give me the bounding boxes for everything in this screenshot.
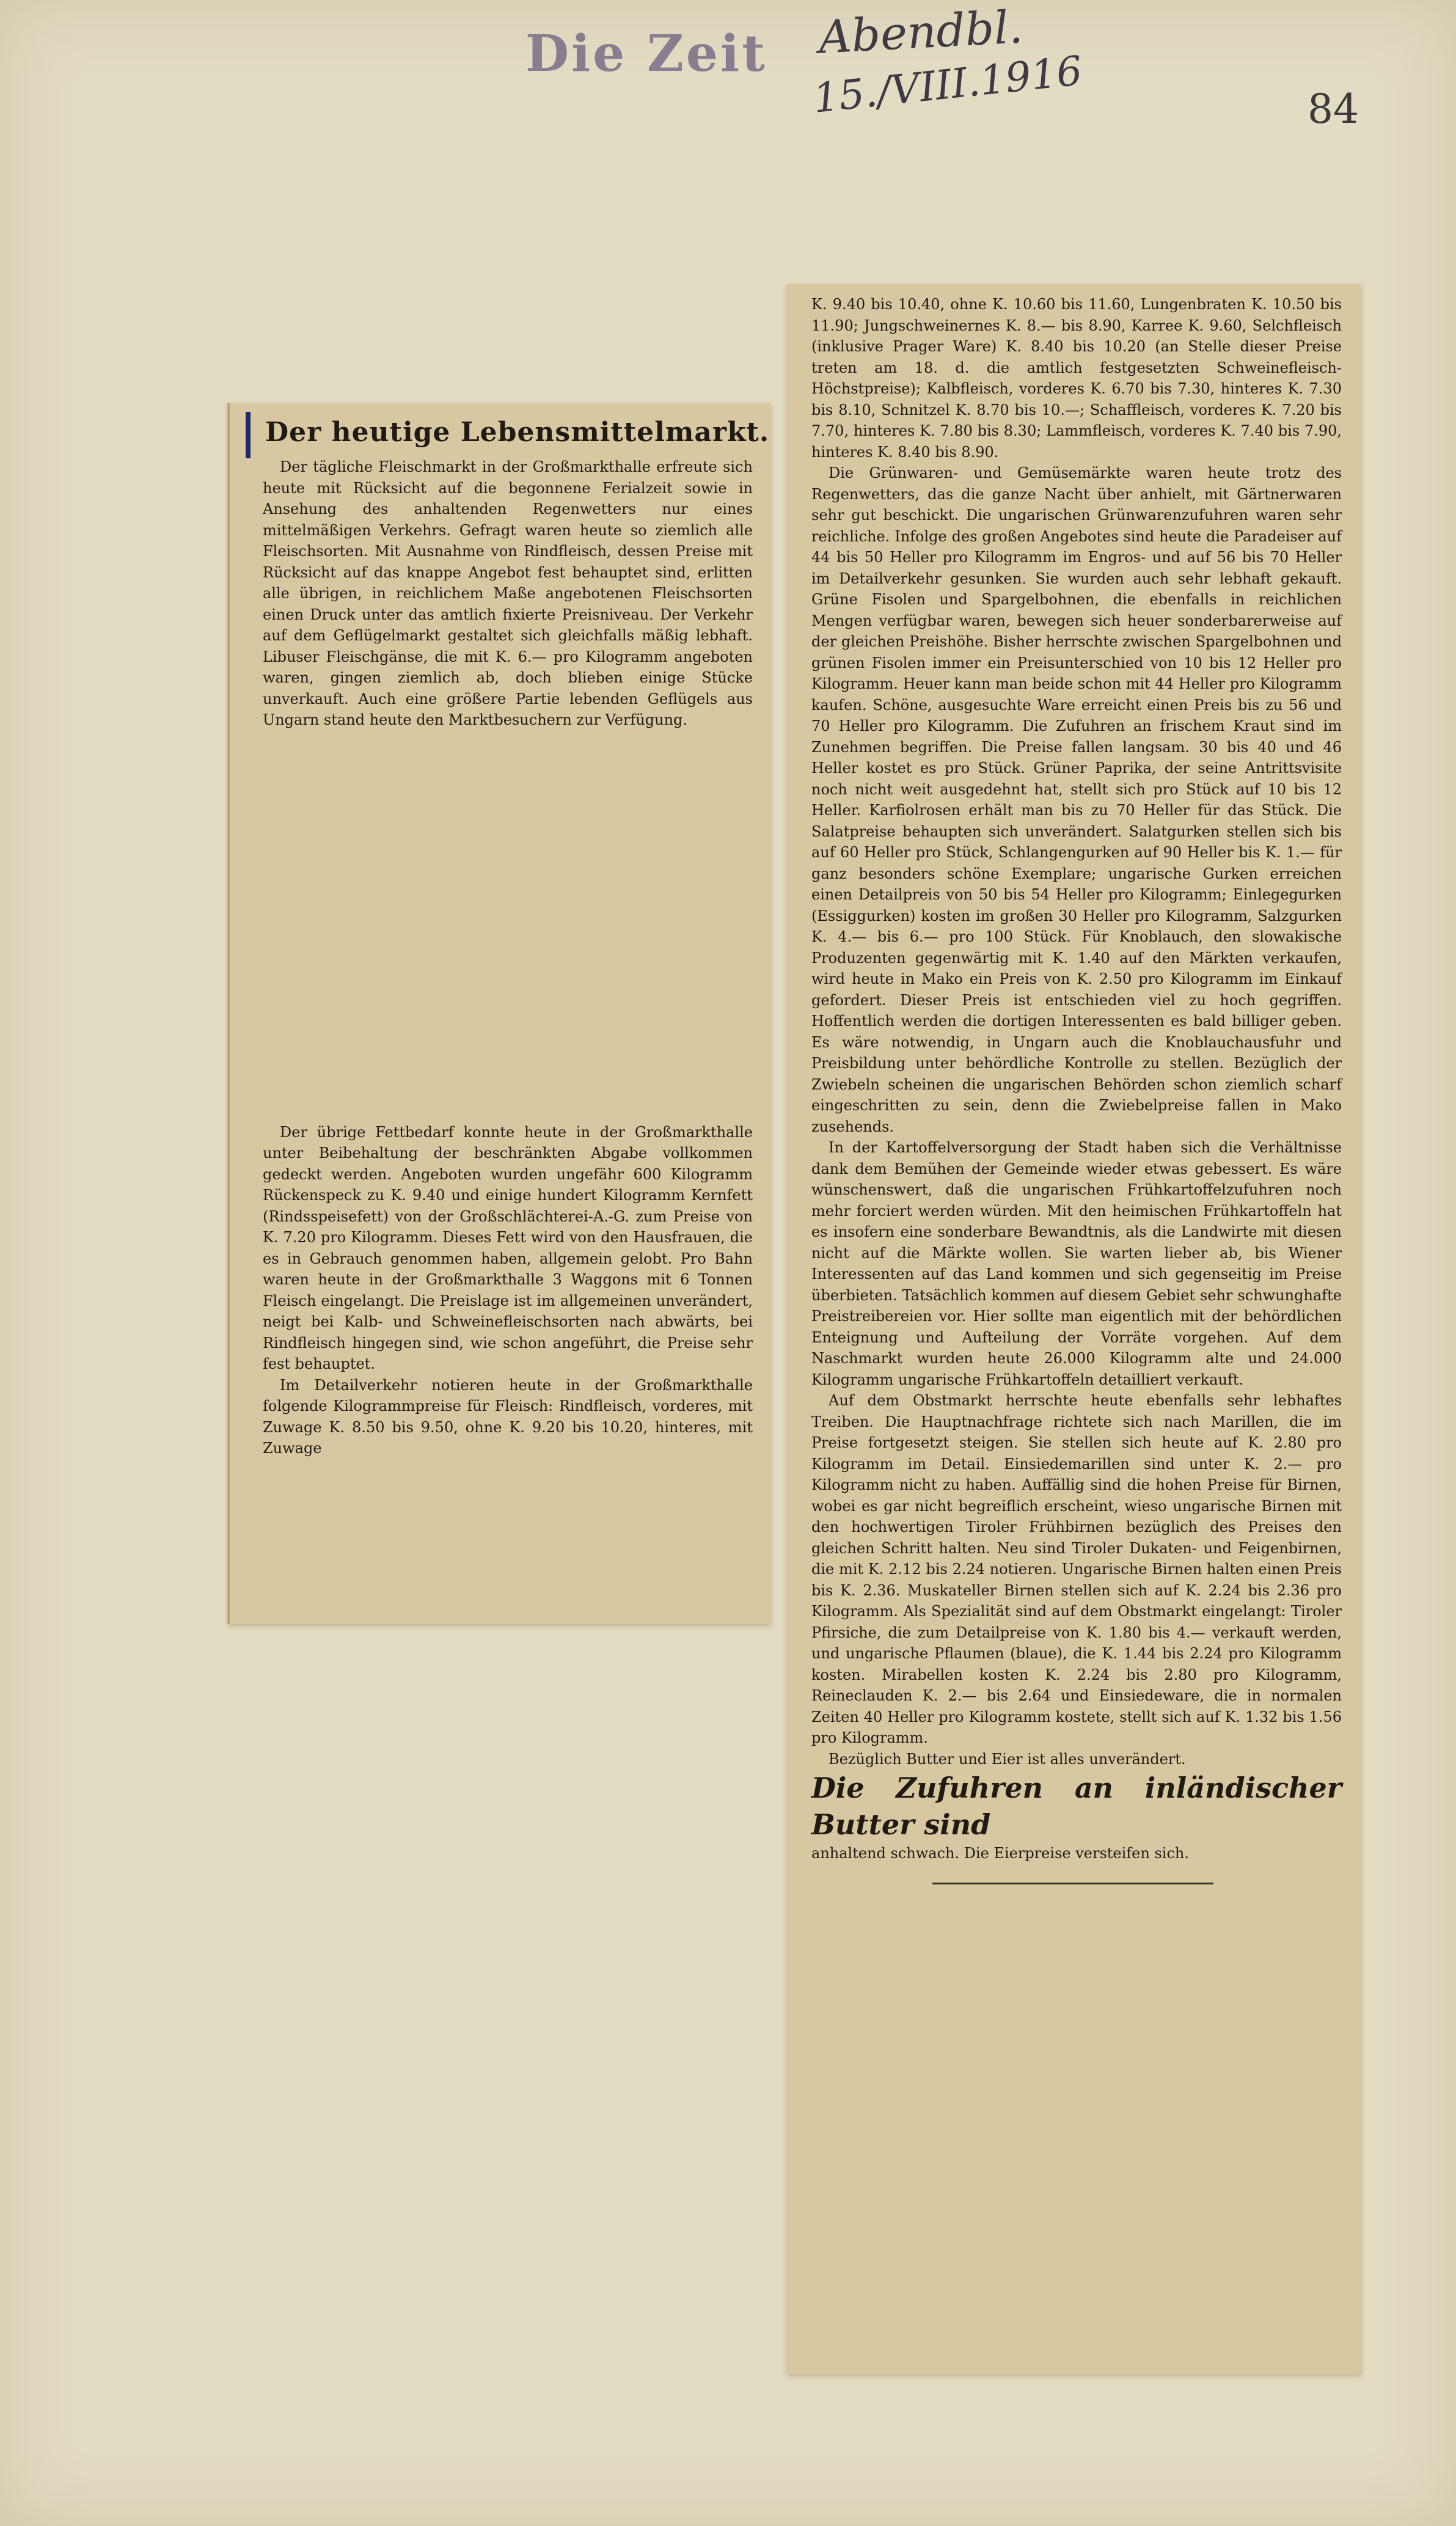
closing-tail-line: anhaltend schwach. Die Eierpreise versteifen sich. bbox=[811, 1845, 1189, 1862]
paragraph-potato-supply: In der Kartoffelversorgung der Stadt haben sich die Verhältnisse dank dem Bemühen der Gemeinde wieder etwas gebessert. Es wäre wünschenswert, daß die ungarischen Frühkartoffelzufuhren noch mehr forciert werden würden. Mit den heimischen Frühkartoffeln hat es insofern eine sonderbare Bewandtnis, als die Landwirte mit diesen nicht auf die Märkte wollen. Sie warten lieber ab, bis Wiener Interessenten auf das Land kommen und sich gegenseitig im Preise überbieten. Tatsächlich kommen auf diesem Gebiet sehr schwunghafte Preistreibereien vor. Hier sollte man eigentlich mit der behördlichen Enteignung und Aufteilung der Vorräte vorgehen. Auf dem Naschmarkt wurden heute 26.000 Kilogramm alte und 24.000 Kilogramm ungarische Frühkartoffeln detailliert verkauft. bbox=[811, 1139, 1342, 1388]
paragraph-detail-prices: Im Detailverkehr notieren heute in der Großmarkthalle folgende Kilogrammpreise für Fleisch: Rindfleisch, vorderes, mit Zuwage K. 8.50 bis 9.50, ohne K. 9.20 bis 10.20, hinteres, mit Zuwage bbox=[263, 1376, 753, 1457]
paragraph-vegetable-market: Die Grünwaren- und Gemüsemärkte waren heute trotz des Regenwetters, das die ganze Nacht über anhielt, mit Gärtnerwaren sehr gut beschickt. Die ungarischen Grünwarenzufuhren waren sehr reichliche. Infolge des großen Angebotes sind heute die Paradeiser auf 44 bis 50 Heller pro Kilogramm im Engros- und auf 56 bis 70 Heller im Detailverkehr gesunken. Sie wurden auch sehr lebhaft gekauft. Grüne Fisolen und Spargelbohnen, die ebenfalls in reichlichen Mengen verfügbar waren, bewegen sich heuer sonderbarerweise auf der gleichen Preishöhe. Bisher herrschte zwischen Spargelbohnen und grünen Fisolen immer ein Preisunterschied von 10 bis 12 Heller pro Kilogramm. Heuer kann man beide schon mit 44 Heller pro Kilogramm kaufen. Schöne, ausgesuchte Ware erreicht einen Preis bis zu 56 und 70 Heller pro Kilogramm. Die Zufuhren an frischem Kraut sind im Zunehmen begriffen. Die Preise fallen langsam. 30 bis 40 und 46 Heller kostet es pro Stück. Grüner Paprika, der seine Antrittsvisite noch nicht weit ausgedehnt hat, stellt sich pro Stück auf 10 bis 12 Heller. Karfiolrosen erhält man bis zu 70 Heller für das Stück. Die Salatpreise behaupten sich unverändert. Salatgurken stellen sich bis auf 60 Heller pro Stück, Schlangengurken auf 90 Heller bis K. 1.— für ganz besonders schöne Exemplare; ungarische Gurken erreichen einen Detailpreis von 50 bis 54 Heller pro Kilogramm; Einlegegurken (Essiggurken) kosten im großen 30 Heller pro Kilogramm, Salzgurken K. 4.— bis 6.— pro 100 Stück. Für Knoblauch, den slowakische Produzenten gegenwärtig mit K. 1.40 auf den Märkten verkaufen, wird heute in Mako ein Preis von K. 2.50 pro Kilogramm im Einkauf gefordert. Dieser Preis ist entschieden viel zu hoch gegriffen. Hoffentlich werden die dortigen Interessenten es bald billiger geben. Es wäre notwendig, in Ungarn auch die Knoblauchausfuhr und Preisbildung unter behördliche Kontrolle zu stellen. Bezüglich der Zwiebeln scheinen die ungarischen Behörden schon ziemlich scharf eingeschritten zu sein, denn die Zwiebelpreise fallen in Mako zusehends. bbox=[811, 464, 1342, 1135]
clipping-right-column bbox=[786, 284, 1360, 2374]
paragraph-meat-prices-cont: K. 9.40 bis 10.40, ohne K. 10.60 bis 11.60, Lungenbraten K. 10.50 bis 11.90; Jungschweinernes K. 8.— bis 8.90, Karree K. 9.60, Selchfleisch (inklusive Prager Ware) K. 8.40 bis 10.20 (an Stelle dieser Preise treten am 18. d. die amtlich festgesetzten Schweinefleisch-Höchstpreise); Kalbfleisch, vorderes K. 6.70 bis 7.30, hinteres K. 7.30 bis 8.10, Schnitzel K. 8.70 bis 10.—; Schaffleisch, vorderes K. 7.20 bis 7.70, hinteres K. 7.80 bis 8.30; Lammfleisch, vorderes K. 7.40 bis 7.90, hinteres K. 8.40 bis 8.90. bbox=[811, 296, 1342, 461]
handwritten-date: 15./VIII.1916 bbox=[811, 47, 1085, 122]
article-headline: Der heutige Lebensmittelmarkt. bbox=[265, 417, 770, 448]
clipping-left-column bbox=[227, 403, 770, 1624]
handwritten-edition: Abendbl. bbox=[817, 1, 1025, 64]
paragraph-fat-supply: Der übrige Fettbedarf konnte heute in der Großmarkthalle unter Beibehaltung der beschränkten Abgabe vollkommen gedeckt werden. Angeboten wurden ungefähr 600 Kilogramm Rückenspeck zu K. 9.40 und einige hundert Kilogramm Kernfett (Rindsspeisefett) von der Großschlächterei-A.-G. zum Preise von K. 7.20 pro Kilogramm. Dieses Fett wird von den Hausfrauen, die es in Gebrauch genommen haben, allgemein gelobt. Pro Bahn waren heute in der Großmarkthalle 3 Waggons mit 6 Tonnen Fleisch eingelangt. Die Preislage ist im allgemeinen unverändert, neigt bei Kalb- und Schweinefleischsorten nach abwärts, bei Rindfleisch hingegen sind, wie schon angeführt, die Preise sehr fest behauptet. bbox=[263, 1123, 753, 1372]
paragraph-butter-eggs: Bezüglich Butter und Eier ist alles unverändert. bbox=[829, 1750, 1186, 1768]
end-rule bbox=[932, 1883, 1213, 1884]
page-number: 84 bbox=[1308, 86, 1359, 133]
blank-area bbox=[230, 731, 770, 1122]
newspaper-stamp: Die Zeit bbox=[525, 24, 768, 83]
paragraph-meat-market: Der tägliche Fleischmarkt in der Großmarkthalle erfreute sich heute mit Rücksicht auf die begonnene Ferialzeit sowie in Ansehung des anhaltenden Regenwetters nur eines mittelmäßigen Verkehrs. Gefragt waren heute so ziemlich alle Fleischsorten. Mit Ausnahme von Rindfleisch, dessen Preise mit Rücksicht auf das knappe Angebot fest behauptet sind, erlitten alle übrigen, in reichlichem Maße angebotenen Fleischsorten einen Druck unter das amtlich fixierte Preisniveau. Der Verkehr auf dem Geflügelmarkt gestaltet sich gleichfalls mäßig lebhaft. Libuser Fleischgänse, die mit K. 6.— pro Kilogramm angeboten waren, gingen ziemlich ab, doch blieben einige Stücke unverkauft. Auch eine größere Partie lebenden Geflügels aus Ungarn stand heute den Marktbesuchern zur Verfügung. bbox=[263, 458, 753, 728]
closing-bold-line: Die Zufuhren an inländischer Butter sind bbox=[811, 1771, 1342, 1841]
paragraph-fruit-market: Auf dem Obstmarkt herrschte heute ebenfalls sehr lebhaftes Treiben. Die Hauptnachfrage richtete sich nach Marillen, die im Preise fortgesetzt steigen. Sie stellen sich heute auf K. 2.80 pro Kilogramm im Detail. Einsiedemarillen sind unter K. 2.— pro Kilogramm nicht zu haben. Auffällig sind die hohen Preise für Birnen, wobei es gar nicht begreiflich erscheint, wieso ungarische Birnen mit den hochwertigen Tiroler Frühbirnen bezüglich des Preises den gleichen Schritt halten. Neu sind Tiroler Dukaten- und Feigenbirnen, die mit K. 2.12 bis 2.24 notieren. Ungarische Birnen halten einen Preis bis K. 2.36. Muskateller Birnen stellen sich auf K. 2.24 bis 2.36 pro Kilogramm. Als Spezialität sind auf dem Obstmarkt eingelangt: Tiroler Pfirsiche, die zum Detailpreise von K. 1.80 bis 4.— verkauft werden, und ungarische Pflaumen (blaue), die K. 1.44 bis 2.24 pro Kilogramm kosten. Mirabellen kosten K. 2.24 bis 2.80 pro Kilogramm, Reineclauden K. 2.— bis 2.64 und Einsiedeware, die in normalen Zeiten 40 Heller pro Kilogramm kostete, stellt sich auf K. 1.32 bis 1.56 pro Kilogramm. bbox=[811, 1392, 1342, 1746]
